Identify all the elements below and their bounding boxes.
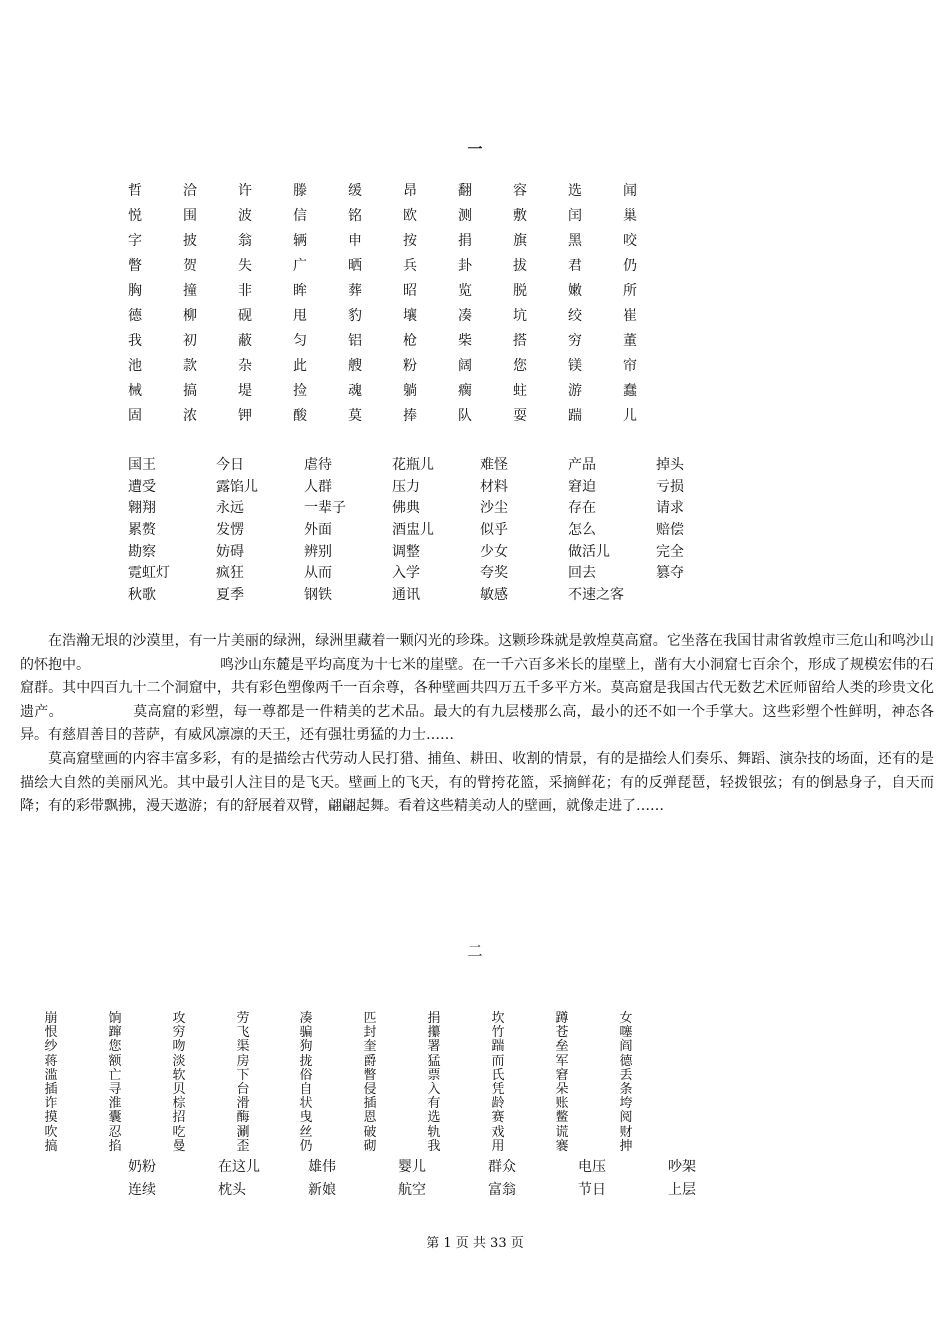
vertical-char: 丝 [299, 1124, 313, 1140]
vertical-char: 吹 [44, 1124, 58, 1140]
word-cell: 通讯 [392, 587, 420, 604]
vertical-column [172, 1012, 186, 1154]
char-cell: 眸 [293, 283, 307, 299]
vertical-char: 账 [555, 1096, 569, 1112]
vertical-char: 财 [619, 1124, 633, 1140]
vertical-char: 匹 [363, 1011, 377, 1026]
char-cell: 欧 [403, 208, 417, 224]
char-cell: 胸 [128, 283, 142, 299]
vertical-char: 署 [427, 1039, 441, 1055]
vertical-char: 轨 [427, 1124, 441, 1140]
char-cell: 枪 [403, 333, 417, 349]
char-cell: 帘 [623, 358, 637, 374]
char-cell: 粉 [403, 358, 417, 374]
char-cell: 所 [623, 283, 637, 299]
char-cell: 蠢 [623, 383, 637, 399]
char-cell: 容 [513, 183, 527, 199]
char-cell: 镁 [568, 358, 582, 374]
char-cell: 卦 [458, 258, 472, 274]
char-cell: 昂 [403, 183, 417, 199]
vertical-char: 女 [619, 1011, 633, 1026]
word-cell: 完全 [656, 543, 684, 560]
vertical-char: 房 [236, 1053, 250, 1069]
vertical-char: 选 [427, 1110, 441, 1126]
vertical-column [427, 1012, 441, 1154]
char-cell: 选 [568, 183, 582, 199]
char-cell: 瘸 [458, 383, 472, 399]
vertical-char: 鳖 [555, 1110, 569, 1126]
vertical-char: 而 [491, 1053, 505, 1069]
word-cell: 回去 [568, 565, 596, 582]
char-cell: 字 [128, 233, 142, 249]
char-cell: 哲 [128, 183, 142, 199]
char-cell: 浓 [183, 408, 197, 424]
char-cell: 信 [293, 208, 307, 224]
vertical-char: 封 [363, 1025, 377, 1041]
word-cell: 入学 [392, 565, 420, 582]
vertical-char: 用 [491, 1138, 505, 1154]
vertical-char: 渠 [236, 1039, 250, 1055]
passage-p1-part-c: 莫高窟的彩塑，每一尊都是一件精美的艺术品。最大的有九层楼那么高，最小的还不如一个手掌大。这些彩塑个性鲜明，神态各异。有慈眉善目的菩萨，有威风凛凛的天王，还有强壮勇猛的力士…… [20, 703, 935, 744]
char-cell: 缓 [348, 183, 362, 199]
vertical-char: 奎 [363, 1039, 377, 1055]
word-cell: 外面 [304, 522, 332, 539]
char-cell: 披 [183, 233, 197, 249]
char-cell: 蛀 [513, 383, 527, 399]
word-cell: 不速之客 [568, 587, 624, 604]
word-cell: 富翁 [488, 1182, 516, 1198]
reading-passage [20, 630, 934, 819]
vertical-char: 忍 [108, 1124, 122, 1140]
word-cell: 人群 [304, 478, 332, 495]
char-cell: 队 [458, 408, 472, 424]
vertical-char: 垒 [555, 1039, 569, 1055]
vertical-char: 摸 [44, 1110, 58, 1126]
char-cell: 测 [458, 208, 472, 224]
word-cell: 篡夺 [656, 565, 684, 582]
word-cell: 连续 [128, 1182, 156, 1198]
char-cell: 洽 [183, 183, 197, 199]
vertical-char: 滥 [44, 1067, 58, 1083]
vertical-char: 棕 [172, 1096, 186, 1112]
word-cell: 在这儿 [218, 1159, 260, 1175]
vertical-char: 纱 [44, 1039, 58, 1055]
vertical-char: 您 [108, 1039, 122, 1055]
word-cell: 节日 [578, 1182, 606, 1198]
char-cell: 艘 [348, 358, 362, 374]
vertical-char: 垮 [619, 1096, 633, 1112]
char-cell: 围 [183, 208, 197, 224]
word-cell: 亏损 [656, 478, 684, 495]
char-cell: 捐 [458, 233, 472, 249]
char-cell: 我 [128, 333, 142, 349]
vertical-char: 氏 [491, 1067, 505, 1083]
char-cell: 脱 [513, 283, 527, 299]
char-cell: 柳 [183, 308, 197, 324]
vertical-char: 恨 [44, 1025, 58, 1041]
vertical-char: 骗 [299, 1025, 313, 1041]
char-cell: 非 [238, 283, 252, 299]
word-cell: 今日 [216, 457, 244, 473]
char-cell: 失 [238, 258, 252, 274]
char-cell: 铭 [348, 208, 362, 224]
char-cell: 敷 [513, 208, 527, 224]
word-cell: 怎么 [568, 522, 596, 539]
char-cell: 豹 [348, 308, 362, 324]
char-cell: 酸 [293, 408, 307, 424]
char-cell: 按 [403, 233, 417, 249]
char-cell: 您 [513, 358, 527, 374]
char-cell: 坑 [513, 308, 527, 324]
vertical-column [299, 1012, 313, 1154]
vertical-char: 朵 [555, 1082, 569, 1098]
vertical-char: 涮 [236, 1124, 250, 1140]
vertical-char: 入 [427, 1082, 441, 1098]
word-cell: 妨碍 [216, 543, 244, 560]
vertical-column [236, 1012, 250, 1154]
vertical-char: 竹 [491, 1025, 505, 1041]
word-cell: 露馅儿 [216, 478, 258, 495]
vertical-char: 德 [619, 1053, 633, 1069]
char-cell: 莫 [348, 408, 362, 424]
vertical-char: 有 [427, 1096, 441, 1112]
char-cell: 躺 [403, 383, 417, 399]
passage-paragraph-2: 莫高窟壁画的内容丰富多彩，有的是描绘古代劳动人民打猎、捕鱼、耕田、收割的情景，有的是描绘人们奏乐、舞蹈、演杂技的场面，还有的是描绘大自然的美丽风光。其中最引人注目的是飞天。壁画上的飞天，有的臂挎花篮，采摘鲜花；有的反弹琵琶，轻拨银弦；有的倒悬身子，自天而降；有的彩带飘拂，漫天遨游；有的舒展着双臂，翩翩起舞。看着这些精美动人的壁画，就像走进了…… [20, 750, 934, 815]
char-cell: 巢 [623, 208, 637, 224]
word-cell: 勘察 [128, 543, 156, 560]
word-cell: 国王 [128, 457, 156, 473]
vertical-char: 蹿 [108, 1025, 122, 1041]
vertical-char: 抻 [619, 1138, 633, 1154]
char-cell: 闰 [568, 208, 582, 224]
vertical-char: 崩 [44, 1011, 58, 1026]
char-cell: 葬 [348, 283, 362, 299]
word-cell: 赔偿 [656, 522, 684, 539]
char-cell: 兵 [403, 258, 417, 274]
char-cell: 许 [238, 183, 252, 199]
passage-paragraph-1 [20, 630, 934, 748]
vertical-char: 饷 [108, 1011, 122, 1026]
word-cell: 难怪 [480, 457, 508, 473]
word-cell: 存在 [568, 500, 596, 517]
vertical-char: 吃 [172, 1124, 186, 1140]
vertical-char: 滑 [236, 1096, 250, 1112]
word-cell: 永远 [216, 500, 244, 517]
char-cell: 嫩 [568, 283, 582, 299]
char-cell: 翁 [238, 233, 252, 249]
char-cell: 儿 [623, 408, 637, 424]
section-heading-2: 二 [467, 942, 483, 960]
word-cell: 上层 [668, 1182, 696, 1198]
char-cell: 杂 [238, 358, 252, 374]
char-cell: 柴 [458, 333, 472, 349]
vertical-char: 插 [44, 1082, 58, 1098]
char-cell: 魂 [348, 383, 362, 399]
vertical-char: 窘 [555, 1067, 569, 1083]
vertical-char: 拢 [299, 1053, 313, 1069]
vertical-char: 搞 [44, 1138, 58, 1154]
vertical-char: 谎 [555, 1124, 569, 1140]
word-cell: 枕头 [218, 1182, 246, 1198]
vertical-char: 噻 [619, 1025, 633, 1041]
char-cell: 翻 [458, 183, 472, 199]
vertical-char: 曳 [299, 1110, 313, 1126]
char-cell: 踹 [568, 408, 582, 424]
word-cell: 电压 [578, 1159, 606, 1175]
vertical-char: 寻 [108, 1082, 122, 1098]
char-cell: 捡 [293, 383, 307, 399]
vertical-char: 歪 [236, 1138, 250, 1154]
vertical-char: 下 [236, 1067, 250, 1083]
word-cell: 花瓶儿 [392, 457, 434, 473]
word-cell: 疯狂 [216, 565, 244, 582]
word-cell: 掉头 [656, 457, 684, 473]
char-cell: 咬 [623, 233, 637, 249]
vertical-char: 攥 [427, 1025, 441, 1041]
word-cell: 做活儿 [568, 543, 610, 560]
vertical-column [363, 1012, 377, 1154]
vertical-char: 凑 [299, 1011, 313, 1026]
word-cell: 似乎 [480, 522, 508, 539]
vertical-char: 侵 [363, 1082, 377, 1098]
word-cell: 遭受 [128, 478, 156, 495]
vertical-char: 酶 [236, 1110, 250, 1126]
char-cell: 闻 [623, 183, 637, 199]
vertical-column [44, 1012, 58, 1154]
char-cell: 德 [128, 308, 142, 324]
vertical-char: 狗 [299, 1039, 313, 1055]
vertical-char: 阅 [619, 1110, 633, 1126]
vertical-char: 攻 [172, 1011, 186, 1026]
char-cell: 董 [623, 333, 637, 349]
char-cell: 械 [128, 383, 142, 399]
char-cell: 瞥 [128, 258, 142, 274]
char-cell: 捧 [403, 408, 417, 424]
word-cell: 从而 [304, 565, 332, 582]
char-cell: 绞 [568, 308, 582, 324]
vertical-char: 苍 [555, 1025, 569, 1041]
word-cell: 材料 [480, 478, 508, 495]
vertical-char: 捐 [427, 1011, 441, 1026]
vertical-char: 赛 [491, 1110, 505, 1126]
char-cell: 拔 [513, 258, 527, 274]
vertical-char: 丢 [619, 1067, 633, 1083]
word-cell: 夸奖 [480, 565, 508, 582]
char-cell: 甩 [293, 308, 307, 324]
char-cell: 款 [183, 358, 197, 374]
word-cell: 夏季 [216, 587, 244, 604]
vertical-char: 褰 [555, 1138, 569, 1154]
word-cell: 佛典 [392, 500, 420, 517]
vertical-column [108, 1012, 122, 1154]
vertical-char: 淡 [172, 1053, 186, 1069]
word-cell: 钢铁 [304, 587, 332, 604]
char-cell: 撞 [183, 283, 197, 299]
vertical-char: 吻 [172, 1039, 186, 1055]
vertical-char: 蒋 [44, 1053, 58, 1069]
char-cell: 晒 [348, 258, 362, 274]
vertical-char: 蹲 [555, 1011, 569, 1026]
word-cell: 雄伟 [308, 1159, 336, 1175]
word-cell: 群众 [488, 1159, 516, 1175]
vertical-char: 恩 [363, 1110, 377, 1126]
section-heading-1: 一 [467, 140, 483, 158]
vertical-char: 仍 [299, 1138, 313, 1154]
vertical-char: 诈 [44, 1096, 58, 1112]
vertical-char: 插 [363, 1096, 377, 1112]
char-cell: 砚 [238, 308, 252, 324]
char-cell: 辆 [293, 233, 307, 249]
char-cell: 固 [128, 408, 142, 424]
word-cell: 吵架 [668, 1159, 696, 1175]
char-cell: 波 [238, 208, 252, 224]
word-cell: 虐待 [304, 457, 332, 473]
vertical-char: 爵 [363, 1053, 377, 1069]
vertical-char: 自 [299, 1082, 313, 1098]
vertical-char: 掐 [108, 1138, 122, 1154]
char-cell: 池 [128, 358, 142, 374]
passage-p1-part-b: 鸣沙山东麓是平均高度为十七米的崖壁。在一千六百多米长的崖壁上，凿有大小洞窟七百余个，形成了规模宏伟的石窟群。其中四百九十二个洞窟中，共有彩色塑像两千一百余尊，各种壁画共四万五千多平方米。莫高窟是我国古代无数艺术匠师留给人类的珍贵文化遗产。 [20, 656, 934, 720]
vertical-char: 亡 [108, 1067, 122, 1083]
vertical-char: 俗 [299, 1067, 313, 1083]
char-cell: 壤 [403, 308, 417, 324]
vertical-char: 猛 [427, 1053, 441, 1069]
word-cell: 酒盅儿 [392, 522, 434, 539]
word-cell: 累赘 [128, 522, 156, 539]
word-cell: 翱翔 [128, 500, 156, 517]
vertical-char: 台 [236, 1082, 250, 1098]
char-cell: 君 [568, 258, 582, 274]
char-cell: 钾 [238, 408, 252, 424]
char-cell: 申 [348, 233, 362, 249]
vertical-char: 坎 [491, 1011, 505, 1026]
char-cell: 铝 [348, 333, 362, 349]
vertical-char: 踹 [491, 1039, 505, 1055]
vertical-char: 额 [108, 1053, 122, 1069]
vertical-char: 囊 [108, 1110, 122, 1126]
vertical-char: 票 [427, 1067, 441, 1083]
char-cell: 滕 [293, 183, 307, 199]
char-cell: 耍 [513, 408, 527, 424]
vertical-char: 淮 [108, 1096, 122, 1112]
word-cell: 霓虹灯 [128, 565, 170, 582]
char-cell: 搭 [513, 333, 527, 349]
char-cell: 黑 [568, 233, 582, 249]
char-cell: 凑 [458, 308, 472, 324]
word-cell: 新娘 [308, 1182, 336, 1198]
vertical-char: 破 [363, 1124, 377, 1140]
word-cell: 航空 [398, 1182, 426, 1198]
vertical-char: 状 [299, 1096, 313, 1112]
char-cell: 贺 [183, 258, 197, 274]
word-cell: 沙尘 [480, 500, 508, 517]
vertical-char: 砌 [363, 1138, 377, 1154]
vertical-char: 戏 [491, 1124, 505, 1140]
vertical-char: 条 [619, 1082, 633, 1098]
word-cell: 产品 [568, 457, 596, 473]
char-cell: 此 [293, 358, 307, 374]
word-cell: 一辈子 [304, 500, 346, 517]
vertical-char: 飞 [236, 1025, 250, 1041]
word-cell: 请求 [656, 500, 684, 517]
char-cell: 游 [568, 383, 582, 399]
char-cell: 堤 [238, 383, 252, 399]
vertical-char: 软 [172, 1067, 186, 1083]
char-cell: 昭 [403, 283, 417, 299]
vertical-column [555, 1012, 569, 1154]
char-cell: 穷 [568, 333, 582, 349]
char-cell: 蔽 [238, 333, 252, 349]
word-cell: 婴儿 [398, 1159, 426, 1175]
vertical-char: 招 [172, 1110, 186, 1126]
vertical-char: 我 [427, 1138, 441, 1154]
char-cell: 搞 [183, 383, 197, 399]
word-cell: 辨别 [304, 543, 332, 560]
word-cell: 奶粉 [128, 1159, 156, 1175]
vertical-char: 贝 [172, 1082, 186, 1098]
char-cell: 旗 [513, 233, 527, 249]
vertical-char: 劳 [236, 1011, 250, 1026]
char-cell: 初 [183, 333, 197, 349]
vertical-char: 凭 [491, 1082, 505, 1098]
char-cell: 阔 [458, 358, 472, 374]
word-cell: 敏感 [480, 587, 508, 604]
char-cell: 匀 [293, 333, 307, 349]
word-cell: 窘迫 [568, 478, 596, 495]
page-number: 第 1 页 共 33 页 [426, 1236, 524, 1251]
word-cell: 压力 [392, 478, 420, 495]
char-cell: 仍 [623, 258, 637, 274]
char-cell: 览 [458, 283, 472, 299]
vertical-char: 瞥 [363, 1067, 377, 1083]
vertical-char: 军 [555, 1053, 569, 1069]
vertical-column [619, 1012, 633, 1154]
vertical-char: 阎 [619, 1039, 633, 1055]
word-cell: 秋歌 [128, 587, 156, 604]
vertical-char: 曼 [172, 1138, 186, 1154]
word-cell: 发愣 [216, 522, 244, 539]
word-cell: 调整 [392, 543, 420, 560]
char-cell: 崔 [623, 308, 637, 324]
vertical-char: 穷 [172, 1025, 186, 1041]
vertical-column [491, 1012, 505, 1154]
char-cell: 悦 [128, 208, 142, 224]
vertical-char: 龄 [491, 1096, 505, 1112]
passage-p1-part-a: 在浩瀚无垠的沙漠里，有一片美丽的绿洲，绿洲里藏着一颗闪光的珍珠。这颗珍珠就是敦煌莫高窟。它坐落在我国甘肃省敦煌市三危山和鸣沙山的怀抱中。 [20, 633, 934, 673]
word-cell: 少女 [480, 543, 508, 560]
char-cell: 广 [293, 258, 307, 274]
